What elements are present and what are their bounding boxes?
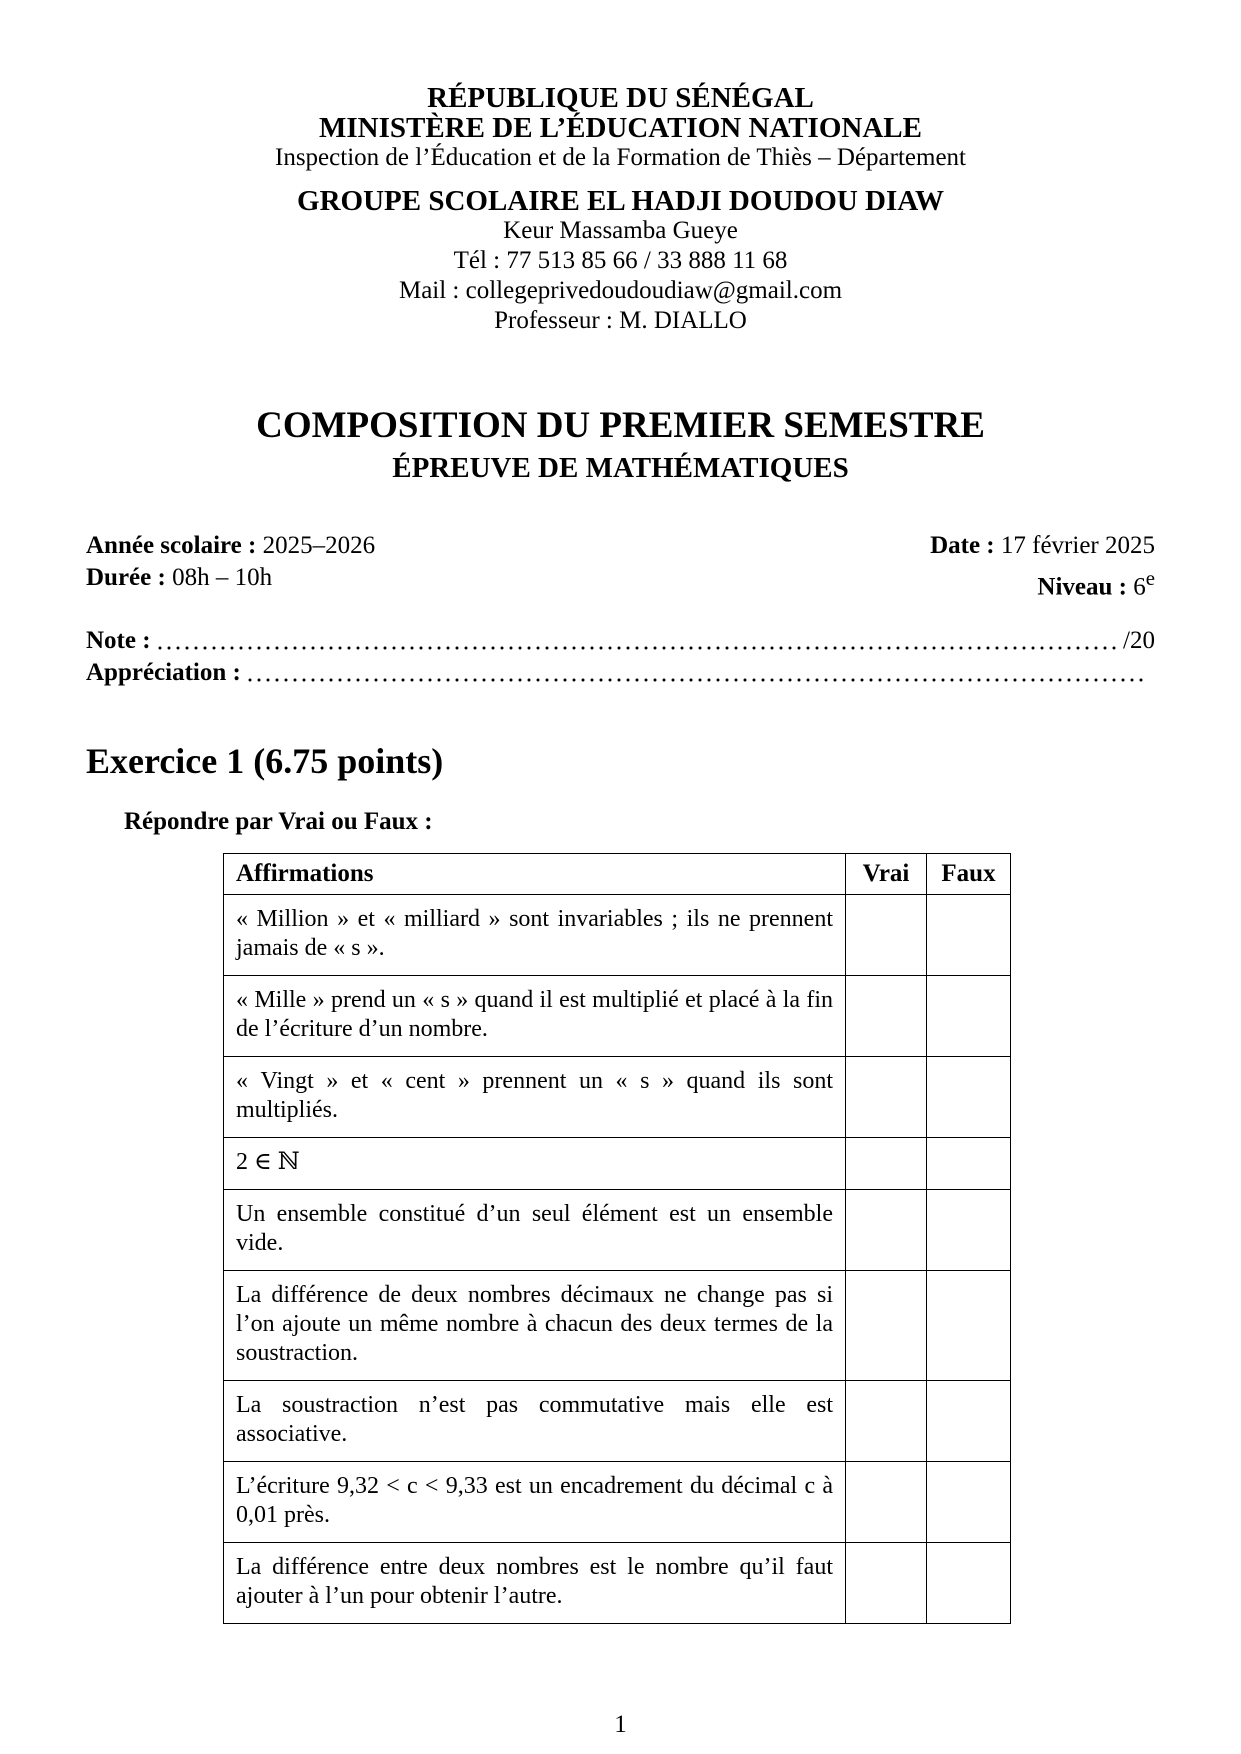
exam-duration-label: Durée : — [86, 564, 166, 591]
vrai-answer-cell — [846, 1190, 927, 1271]
vrai-answer-cell — [846, 1138, 927, 1190]
affirmations-header: Affirmations — [224, 854, 846, 895]
professor-line: Professeur : M. DIALLO — [494, 307, 747, 334]
table-row — [224, 1543, 1011, 1624]
affirmation-text: 2 ∈ ℕ — [224, 1138, 846, 1190]
faux-answer-cell — [927, 1138, 1011, 1190]
vrai-answer-cell — [846, 976, 927, 1057]
appreciation-line — [86, 657, 1155, 689]
table-row — [224, 1462, 1011, 1543]
affirmation-text: Un ensemble constitué d’un seul élément est un ensemble vide. — [224, 1190, 846, 1271]
note-total: /20 — [1123, 627, 1155, 655]
exam-duration-value: 08h – 10h — [172, 564, 273, 591]
affirmation-text: La soustraction n’est pas commutative mais elle est associative. — [224, 1381, 846, 1462]
vrai-answer-cell — [846, 1271, 927, 1381]
note-line — [86, 625, 1155, 657]
appreciation-label: Appréciation : — [86, 659, 241, 687]
affirmation-text: L’écriture 9,32 < c < 9,33 est un encadrement du décimal c à 0,01 près. — [224, 1462, 846, 1543]
vrai-answer-cell — [846, 1381, 927, 1462]
school-name: GROUPE SCOLAIRE EL HADJI DOUDOU DIAW — [297, 185, 944, 217]
affirmation-text: La différence entre deux nombres est le nombre qu’il faut ajouter à l’un pour obtenir l’autre. — [224, 1543, 846, 1624]
true-false-table — [223, 853, 1011, 1624]
exam-meta — [86, 530, 1155, 603]
vrai-header: Vrai — [846, 854, 927, 895]
exam-date-value: 17 février 2025 — [1000, 532, 1155, 559]
document-header — [86, 83, 1155, 336]
school-year — [86, 530, 375, 562]
title-block — [86, 406, 1155, 484]
school-year-label: Année scolaire : — [86, 532, 257, 559]
table-row — [224, 1057, 1011, 1138]
vrai-answer-cell — [846, 1057, 927, 1138]
table-row — [224, 976, 1011, 1057]
republic-line: RÉPUBLIQUE DU SÉNÉGAL — [427, 82, 814, 114]
meta-row-2 — [86, 562, 1155, 603]
faux-answer-cell — [927, 895, 1011, 976]
vrai-answer-cell — [846, 895, 927, 976]
meta-row-1 — [86, 530, 1155, 562]
vrai-answer-cell — [846, 1543, 927, 1624]
note-dotted-leader — [158, 646, 1116, 650]
page-number: 1 — [614, 1711, 627, 1738]
ministry-line: MINISTÈRE DE L’ÉDUCATION NATIONALE — [319, 112, 922, 144]
table-row — [224, 1190, 1011, 1271]
grading-block — [86, 625, 1155, 689]
faux-answer-cell — [927, 1190, 1011, 1271]
note-label: Note : — [86, 627, 151, 655]
inspection-line: Inspection de l’Éducation et de la Formation de Thiès – Département — [275, 144, 966, 171]
affirmation-text: « Million » et « milliard » sont invariables ; ils ne prennent jamais de « s ». — [224, 895, 846, 976]
table-header-row — [224, 854, 1011, 895]
affirmation-text: La différence de deux nombres décimaux ne change pas si l’on ajoute un même nombre à chacun des deux termes de la soustraction. — [224, 1271, 846, 1381]
table-row — [224, 895, 1011, 976]
faux-header: Faux — [927, 854, 1011, 895]
school-mail: Mail : collegeprivedoudoudiaw@gmail.com — [398, 277, 843, 304]
affirmation-text: « Vingt » et « cent » prennent un « s » quand ils sont multipliés. — [224, 1057, 846, 1138]
faux-answer-cell — [927, 1057, 1011, 1138]
faux-answer-cell — [927, 1381, 1011, 1462]
document-subtitle: ÉPREUVE DE MATHÉMATIQUES — [392, 452, 849, 484]
appreciation-dotted-leader — [248, 678, 1148, 682]
exam-level — [1037, 562, 1155, 603]
exam-date — [930, 530, 1155, 562]
exam-level-value: 6 — [1133, 573, 1146, 601]
exercise-heading: Exercice 1 (6.75 points) — [86, 741, 444, 782]
exam-date-label: Date : — [930, 532, 995, 559]
exam-duration — [86, 562, 272, 603]
exam-level-label: Niveau : — [1037, 573, 1127, 601]
faux-answer-cell — [927, 1462, 1011, 1543]
vrai-answer-cell — [846, 1462, 927, 1543]
document-title: COMPOSITION DU PREMIER SEMESTRE — [256, 405, 985, 446]
school-year-value: 2025–2026 — [262, 532, 376, 559]
school-location: Keur Massamba Gueye — [503, 217, 738, 244]
exam-level-ordinal: e — [1145, 566, 1155, 590]
affirmation-text: « Mille » prend un « s » quand il est multiplié et placé à la fin de l’écriture d’un nombre. — [224, 976, 846, 1057]
table-row — [224, 1271, 1011, 1381]
exercise-instruction: Répondre par Vrai ou Faux : — [124, 808, 433, 836]
table-row — [224, 1381, 1011, 1462]
faux-answer-cell — [927, 1543, 1011, 1624]
faux-answer-cell — [927, 1271, 1011, 1381]
faux-answer-cell — [927, 976, 1011, 1057]
school-phone: Tél : 77 513 85 66 / 33 888 11 68 — [453, 247, 788, 274]
page-footer — [0, 1712, 1241, 1738]
table-row — [224, 1138, 1011, 1190]
